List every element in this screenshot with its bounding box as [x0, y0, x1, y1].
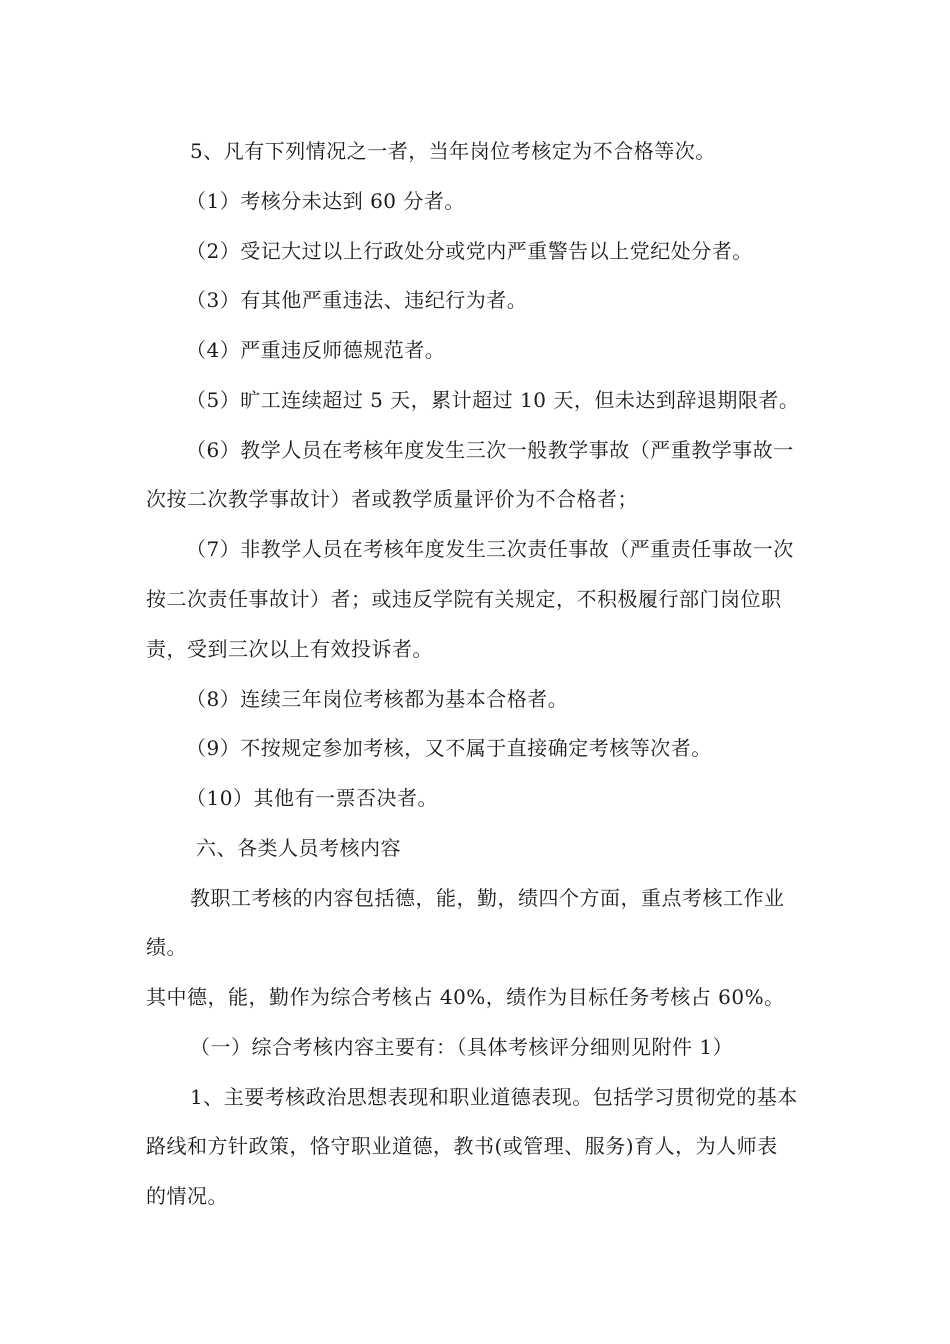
subsection-heading: （一）综合考核内容主要有：（具体考核评分细则见附件 1） — [190, 1035, 734, 1059]
section-heading: 六、各类人员考核内容 — [196, 836, 401, 860]
paragraph-line: （7）非教学人员在考核年度发生三次责任事故（严重责任事故一次 — [186, 537, 794, 561]
paragraph-line: 的情况。 — [146, 1184, 228, 1208]
paragraph-line: （9）不按规定参加考核，又不属于直接确定考核等次者。 — [186, 736, 712, 760]
paragraph-line: （5）旷工连续超过 5 天，累计超过 10 天，但未达到辞退期限者。 — [186, 388, 800, 412]
paragraph-line: （3）有其他严重违法、违纪行为者。 — [186, 288, 528, 312]
paragraph-line: （10）其他有一票否决者。 — [186, 786, 438, 810]
paragraph-line: 1、主要考核政治思想表现和职业道德表现。包括学习贯彻党的基本 — [190, 1085, 798, 1109]
paragraph-line: （1）考核分未达到 60 分者。 — [186, 189, 465, 213]
paragraph-line: （8）连续三年岗位考核都为基本合格者。 — [186, 687, 569, 711]
paragraph-line: （6）教学人员在考核年度发生三次一般教学事故（严重教学事故一 — [186, 438, 794, 462]
paragraph-line: （4）严重违反师德规范者。 — [186, 338, 446, 362]
paragraph-line: 教职工考核的内容包括德，能，勤，绩四个方面，重点考核工作业 — [190, 886, 785, 910]
paragraph-line: （2）受记大过以上行政处分或党内严重警告以上党纪处分者。 — [186, 239, 753, 263]
paragraph-line: 按二次责任事故计）者；或违反学院有关规定，不积极履行部门岗位职 — [146, 587, 782, 611]
paragraph-line: 5、凡有下列情况之一者，当年岗位考核定为不合格等次。 — [190, 139, 716, 163]
paragraph-line: 责，受到三次以上有效投诉者。 — [146, 637, 433, 661]
paragraph-line: 绩。 — [146, 935, 187, 959]
paragraph-line: 其中德，能，勤作为综合考核占 40%，绩作为目标任务考核占 60%。 — [146, 985, 785, 1009]
paragraph-line: 次按二次教学事故计）者或教学质量评价为不合格者； — [146, 487, 638, 511]
paragraph-line: 路线和方针政策，恪守职业道德，教书(或管理、服务)育人，为人师表 — [146, 1134, 778, 1158]
